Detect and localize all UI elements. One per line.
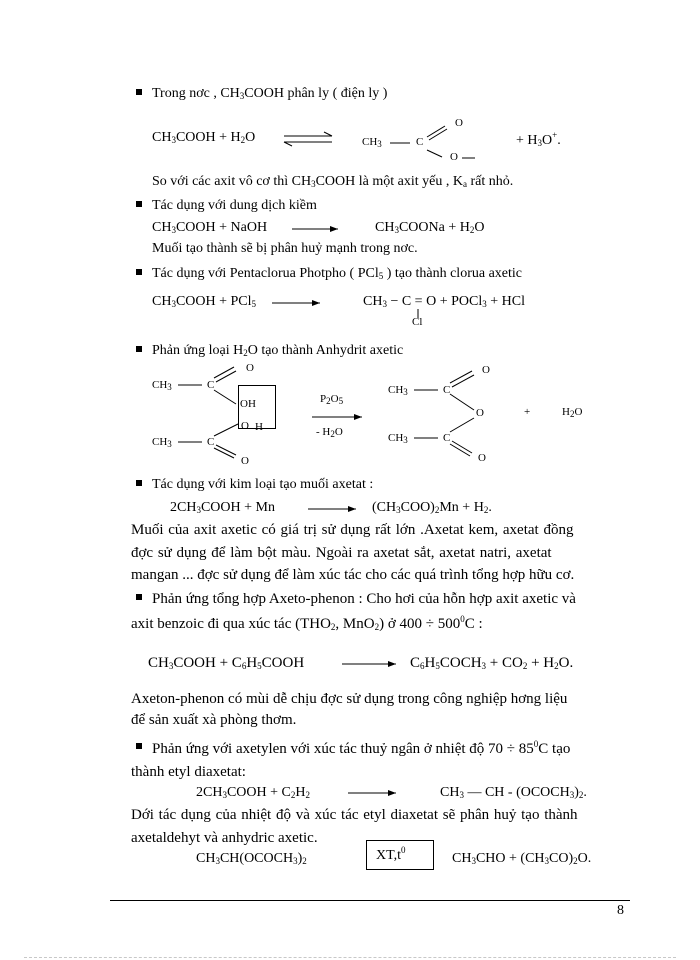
oxygen-atom: O bbox=[246, 362, 254, 374]
paragraph-line: mangan ... đợc sử dụng để làm xúc tác cho các quá trình tổng hợp hữu cơ. bbox=[131, 567, 575, 583]
paragraph-line: để sản xuất xà phòng thơm. bbox=[131, 712, 297, 728]
acetate-bonds bbox=[390, 120, 490, 170]
hydroxyl-group: OH bbox=[240, 398, 256, 410]
ch3-group: $CH_3$ bbox=[388, 432, 408, 445]
bullet bbox=[136, 269, 142, 275]
reaction-arrow bbox=[272, 298, 322, 308]
hydrogen-atom: H bbox=[255, 421, 263, 433]
anhydride-left-bonds bbox=[150, 360, 280, 470]
paragraph-line: Axeton-phenon có mùi dễ chịu đợc sử dụng trong công nghiệp hơng liệu bbox=[131, 691, 568, 707]
carbon-atom: C bbox=[416, 136, 424, 148]
section-acetylene-title: Phản ứng với axetylen với xúc tác thuỷ ngân ở nhiệt độ $70 \div 85^0C$ tạo bbox=[152, 739, 571, 757]
oxygen-atom: O bbox=[478, 452, 486, 464]
paragraph-line: axit benzoic đi qua xúc tác ($THO_2$, MnO$_2$) ở $400 \div 500^0C$ : bbox=[131, 614, 483, 632]
equation-left: $2CH_3COOH + Mn$ bbox=[170, 500, 275, 515]
carbon-atom: C bbox=[443, 432, 451, 444]
equation-left: $CH_3CH(OCOCH_3)_2$ bbox=[196, 851, 307, 866]
reaction-arrow bbox=[312, 412, 364, 422]
paragraph-line: thành etyl diaxetat: bbox=[131, 764, 246, 780]
oxygen-bottom: O bbox=[450, 151, 458, 163]
bullet bbox=[136, 594, 142, 600]
bridge-oxygen: O bbox=[476, 407, 484, 419]
carbon-atom: C bbox=[443, 384, 451, 396]
condition-water-loss: - $H_2O$ bbox=[316, 426, 343, 439]
bullet bbox=[136, 201, 142, 207]
hydronium: + $H_3O^+$. bbox=[516, 130, 561, 148]
oxygen-top: O bbox=[455, 117, 463, 129]
anhydride-right-bonds bbox=[386, 362, 496, 466]
section-metal-title: Tác dụng với kim loại tạo muối axetat : bbox=[152, 477, 374, 492]
section-ionization-title: Trong nơc , $CH_3COOH$ phân ly ( điện ly ) bbox=[152, 86, 388, 101]
bullet bbox=[136, 480, 142, 486]
equation-right: $(CH_3COO)_2Mn + H_2$. bbox=[372, 500, 492, 515]
equation-right: $CH_3 - C = O$ + POCl$_3$ + HCl bbox=[363, 294, 525, 309]
catalyst-condition: $XT,t^0$ bbox=[376, 845, 406, 863]
ch3-group: $CH_3$ bbox=[152, 379, 172, 392]
paragraph-line: đợc sử dụng để làm bột màu. Ngoài ra axetat sắt, axetat natri, axetat bbox=[131, 545, 552, 561]
equation-right: $C_6H_5COCH_3 + CO_2 + H_2O$. bbox=[410, 655, 574, 671]
reaction-arrow bbox=[342, 659, 398, 669]
footer-rule bbox=[110, 900, 630, 901]
section-base-title: Tác dụng với dung dịch kiềm bbox=[152, 198, 317, 213]
ionization-note: So với các axit vô cơ thì $CH_3COOH$ là một axit yếu , $K_a$ rất nhỏ. bbox=[152, 174, 514, 189]
equation-right: $CH_3COONa + H_2O$ bbox=[375, 220, 485, 235]
bullet bbox=[136, 743, 142, 749]
equation-left: $CH_3COOH$ + NaOH bbox=[152, 220, 268, 235]
equation-left: $2CH_3COOH + C_2H_2$ bbox=[196, 785, 310, 800]
reaction-arrow bbox=[292, 224, 340, 234]
section-pcl5-title: Tác dụng với Pentaclorua Photpho ( PCl$_5$ ) tạo thành clorua axetic bbox=[152, 266, 522, 281]
equation-right: $CH_3$ — CH - $(OCOCH_3)_2$. bbox=[440, 785, 587, 800]
section-anhydride-title: Phản ứng loại $H_2O$ tạo thành Anhydrit axetic bbox=[152, 343, 404, 358]
equation-left: $CH_3COOH + H_2O$ bbox=[152, 130, 256, 145]
carbon-atom: C bbox=[207, 379, 215, 391]
paragraph-line: Muối của axit axetic có giá trị sử dụng rất lớn .Axetat kem, axetat đồng bbox=[131, 522, 574, 538]
plus-sign: + bbox=[524, 406, 531, 418]
ch3-group: $CH_3$ bbox=[362, 136, 382, 149]
equilibrium-arrow bbox=[282, 132, 334, 146]
condition-catalyst: $P_2O_5$ bbox=[320, 393, 344, 406]
reaction-arrow bbox=[308, 504, 358, 514]
bullet bbox=[136, 89, 142, 95]
equation-left: $CH_3COOH + PCl_5$ bbox=[152, 294, 257, 309]
oxygen-atom: O bbox=[241, 420, 249, 432]
page-bottom-border bbox=[24, 957, 676, 958]
oxygen-atom: O bbox=[482, 364, 490, 376]
base-note: Muối tạo thành sẽ bị phân huỷ mạnh trong nơc. bbox=[152, 241, 418, 256]
paragraph-line: axetaldehyt và anhydric axetic. bbox=[131, 830, 318, 846]
equation-left: $CH_3COOH$ + $C_6H_5COOH$ bbox=[148, 655, 305, 671]
section-acetophenone-title: Phản ứng tổng hợp Axeto-phenon : Cho hơi của hỗn hợp axit axetic và bbox=[152, 591, 576, 607]
ch3-group: $CH_3$ bbox=[152, 436, 172, 449]
page-number: 8 bbox=[617, 903, 624, 918]
reaction-arrow bbox=[348, 788, 398, 798]
equation-right: $CH_3CHO + (CH_3CO)_2O$. bbox=[452, 851, 592, 866]
carbon-atom: C bbox=[207, 436, 215, 448]
oxygen-atom: O bbox=[241, 455, 249, 467]
paragraph-line: Dới tác dụng của nhiệt độ và xúc tác etyl diaxetat sẽ phân huỷ tạo thành bbox=[131, 807, 578, 823]
water-product: $H_2O$ bbox=[562, 406, 583, 419]
bullet bbox=[136, 346, 142, 352]
ch3-group: $CH_3$ bbox=[388, 384, 408, 397]
chlorine-atom: Cl bbox=[412, 316, 423, 328]
